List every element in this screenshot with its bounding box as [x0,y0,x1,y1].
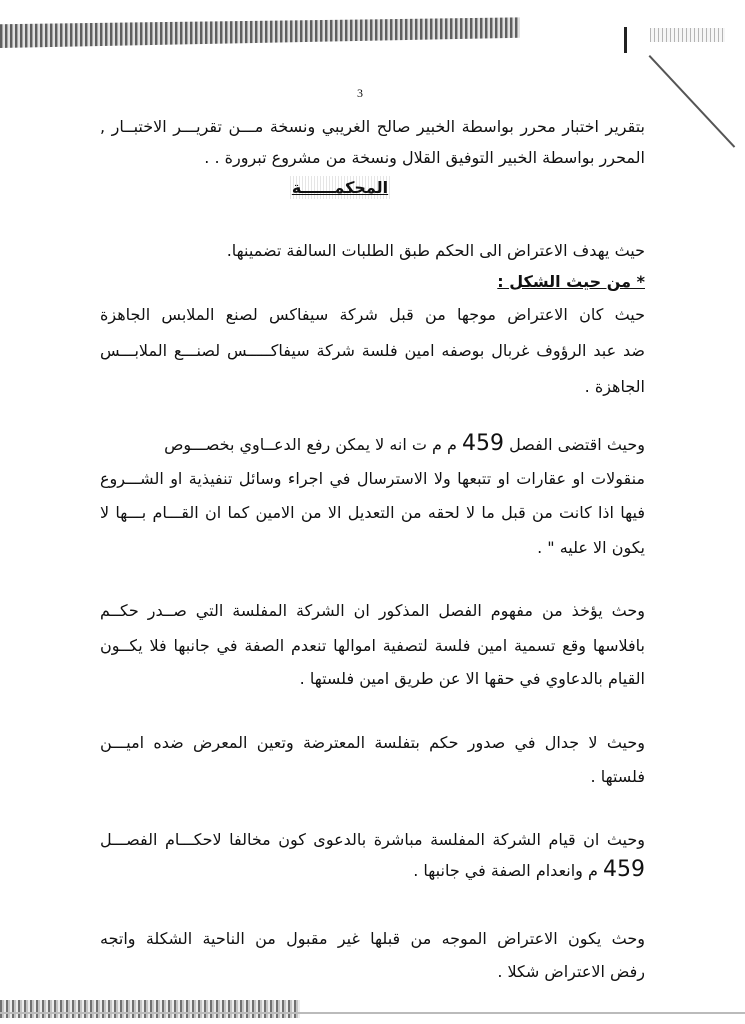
article-number: 459 [603,857,645,882]
scan-edge-line [0,1012,745,1014]
scan-artifact-top [0,14,520,48]
p2-line-1: حيث كان الاعتراض موجها من قبل شركة سيفاكس لصنع الملابس الجاهزة [100,305,645,324]
scan-artifact-top-right [650,28,725,42]
court-heading: المحكمــــــة [291,178,389,197]
form-section-heading: * من حيث الشكل : [497,272,645,291]
intro-line-2: المحرر بواسطة الخبير التوفيق القلال ونسخة من مشروع تبرورة . . [204,148,645,167]
p1-line-1: حيث يهدف الاعتراض الى الحكم طبق الطلبات السالفة تضمينها. [226,241,645,260]
p4-line-1: وحث يؤخذ من مفهوم الفصل المذكور ان الشركة المفلسة التي صــدر حكــم [100,601,645,620]
p6-line-2-end: م وانعدام الصفة في جانبها . [413,861,598,880]
p4-line-2: بافلاسها وقع تسمية امين فلسة لتصفية اموالها تنعدم الصفة في جانبها فلا يكــون [100,636,645,655]
scan-artifact-bottom [0,1000,300,1018]
p3-line-3: فيها اذا كانت من قبل ما لا لحقه من التعديل الا من الامين كما ان القـــام بـــها لا [100,503,645,522]
p6-line-1: وحيث ان قيام الشركة المفلسة مباشرة بالدعوى كون مخالفا لاحكـــام الفصـــل [100,830,645,849]
page-number: 3 [357,86,363,100]
p4-line-3: القيام بالدعاوي في حقها الا عن طريق امين فلستها . [299,669,645,688]
p2-line-2: ضد عبد الرؤوف غربال بوصفه امين فلسة شركة سيفاكـــــس لصنـــع الملابـــس [100,341,645,360]
p7-line-2: رفض الاعتراض شكلا . [497,962,645,981]
p5-line-2: فلستها . [590,767,645,786]
p3-line-2: منقولات او عقارات او تتبعها ولا الاسترسال في اجراء وسائل تنفيذية او الشـــروع [100,469,645,488]
p2-line-3: الجاهزة . [584,377,645,396]
pen-mark [624,27,627,53]
p7-line-1: وحث يكون الاعتراض الموجه من قبلها غير مقبول من الناحية الشكلة واتجه [100,929,645,948]
p5-line-1: وحيث لا جدال في صدور حكم بتفلسة المعترضة وتعين المعرض ضده اميـــن [100,733,645,752]
p3-line-1-end: م م ت انه لا يمكن رفع الدعــاوي بخصـــوص [164,435,457,454]
article-number: 459 [462,431,505,456]
p3-line-1-start: وحيث اقتضى الفصل [509,435,645,454]
diagonal-pen-stroke [649,55,736,148]
p6-line-2 [413,857,645,882]
p3-line-1 [164,431,645,456]
intro-line-1: بتقرير اختبار محرر بواسطة الخبير صالح الغريبي ونسخة مـــن تقريـــر الاختبــار , [100,117,645,136]
p3-line-4: يكون الا عليه " . [537,538,645,557]
